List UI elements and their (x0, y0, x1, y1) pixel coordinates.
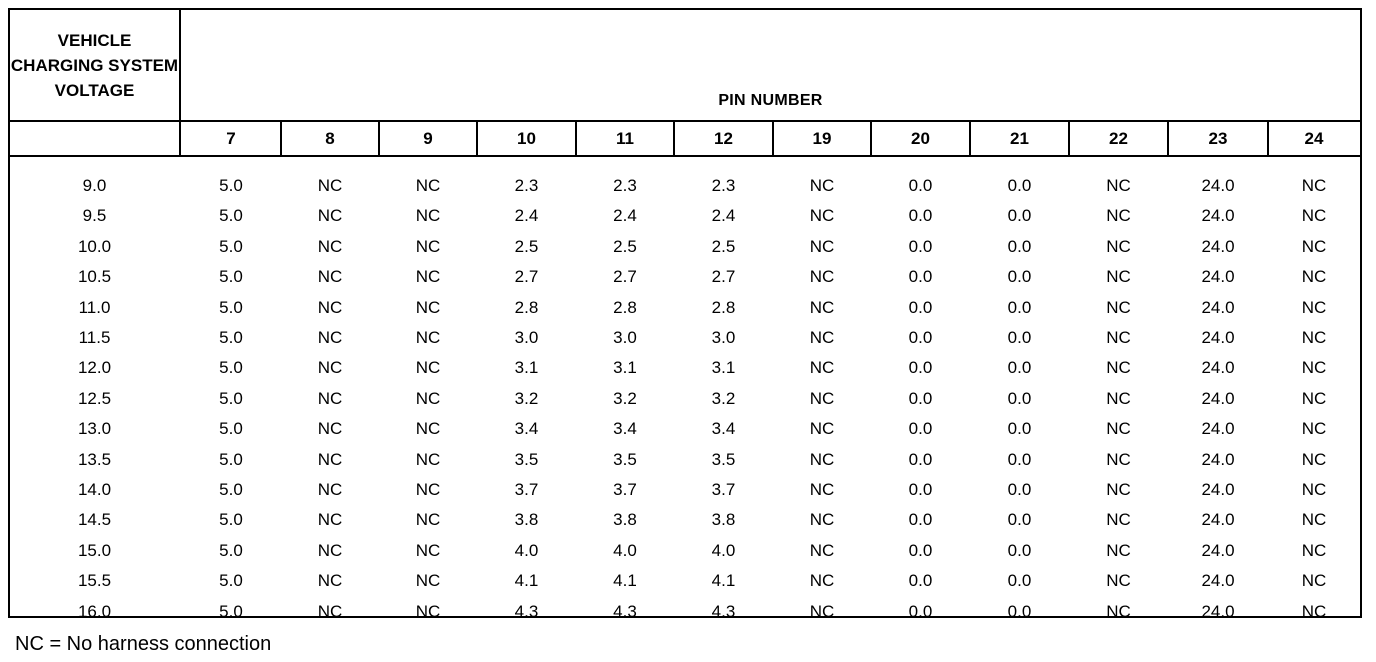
pin-value-cell: NC (809, 449, 835, 469)
column-divider (179, 122, 181, 155)
pin-value-cell: NC (809, 480, 835, 499)
pin-value-cell: 24.0 (1201, 388, 1235, 408)
table-row (10, 597, 1360, 627)
table-row (10, 232, 1360, 262)
pin-value-cell: NC (1106, 297, 1131, 317)
pin-value-cell: 5.0 (219, 176, 243, 195)
pin-value-cell: NC (1106, 206, 1131, 226)
pin-value-cell: 0.0 (908, 540, 933, 560)
pin-value-cell: NC (1301, 358, 1327, 378)
pin-value-cell: NC (317, 540, 343, 560)
voltage-cell: 10.0 (77, 236, 112, 256)
table-header (10, 10, 1360, 122)
footnote: NC = No harness connection (15, 633, 272, 655)
pin-value-cell: 24.0 (1201, 419, 1235, 439)
pin-value-cell: NC (1301, 540, 1327, 560)
pin-value-cell: 3.1 (711, 358, 736, 378)
pin-value-cell: NC (1301, 601, 1327, 621)
pin-value-cell: 24.0 (1201, 236, 1235, 256)
pin-value-cell: 4.3 (514, 601, 539, 621)
table-row (10, 262, 1360, 292)
pin-value-cell: 0.0 (908, 480, 933, 499)
pin-value-cell: 0.0 (1007, 480, 1032, 499)
pin-value-cell: NC (317, 419, 343, 439)
column-divider (476, 122, 478, 155)
pin-value-cell: 24.0 (1201, 510, 1235, 530)
pin-value-cell: NC (415, 358, 441, 378)
table-row (10, 475, 1360, 505)
pin-value-cell: NC (1106, 176, 1131, 195)
table-row (10, 171, 1360, 201)
pin-value-cell: 5.0 (219, 267, 243, 287)
pin-value-cell: 24.0 (1201, 571, 1235, 591)
voltage-cell: 12.0 (77, 358, 112, 378)
pin-value-cell: 3.8 (613, 510, 637, 530)
pin-value-cell: 2.5 (613, 236, 637, 256)
pin-value-cell: 0.0 (908, 206, 933, 226)
pin-value-cell: NC (809, 510, 835, 530)
pin-value-cell: 2.7 (711, 267, 736, 287)
pin-value-cell: 2.7 (514, 267, 539, 287)
pin-value-cell: NC (1301, 388, 1327, 408)
pin-value-cell: 0.0 (908, 388, 933, 408)
pin-value-cell: 3.5 (514, 449, 539, 469)
pin-value-cell: NC (809, 176, 835, 195)
pin-value-cell: 0.0 (908, 176, 933, 195)
pin-value-cell: 24.0 (1201, 176, 1235, 195)
pin-value-cell: NC (415, 388, 441, 408)
voltage-cell: 9.0 (82, 176, 107, 195)
pin-value-cell: 0.0 (1007, 206, 1032, 226)
pin-value-cell: NC (809, 328, 835, 347)
pin-value-cell: 2.5 (514, 236, 539, 256)
table-row (10, 445, 1360, 475)
pin-value-cell: 0.0 (1007, 388, 1032, 408)
pin-value-cell: NC (415, 540, 441, 560)
pin-value-cell: 5.0 (219, 449, 243, 469)
voltage-cell: 10.5 (77, 267, 112, 287)
pin-value-cell: NC (1301, 236, 1327, 256)
pin-value-cell: NC (809, 601, 835, 621)
pin-value-cell: 4.1 (711, 571, 736, 591)
pin-value-cell: NC (809, 206, 835, 226)
column-divider (870, 122, 872, 155)
column-divider (280, 122, 282, 155)
pin-value-cell: NC (1301, 510, 1327, 530)
pin-value-cell: 3.1 (613, 358, 637, 378)
pin-value-cell: 24.0 (1201, 297, 1235, 317)
pin-value-cell: 3.5 (711, 449, 736, 469)
pin-value-cell: 3.4 (711, 419, 736, 439)
pin-value-cell: NC (1301, 449, 1327, 469)
pin-value-cell: 0.0 (1007, 267, 1032, 287)
pin-value-cell: 5.0 (219, 510, 243, 530)
pin-value-cell: 3.8 (711, 510, 736, 530)
pin-value-cell: 3.7 (711, 480, 736, 499)
voltage-cell: 14.0 (77, 480, 112, 499)
pin-value-cell: 2.3 (514, 176, 539, 195)
voltage-cell: 13.5 (77, 449, 112, 469)
pin-header-cell: 10 (517, 128, 536, 148)
pin-value-cell: 0.0 (1007, 419, 1032, 439)
pin-value-cell: 0.0 (908, 510, 933, 530)
pin-value-cell: NC (1106, 267, 1131, 287)
pin-value-cell: NC (809, 388, 835, 408)
table-row (10, 353, 1360, 383)
pin-value-cell: NC (1106, 571, 1131, 591)
pin-value-cell: 0.0 (908, 601, 933, 621)
pin-value-cell: 0.0 (908, 328, 933, 347)
pin-value-cell: 0.0 (1007, 510, 1032, 530)
pin-value-cell: NC (415, 510, 441, 530)
pin-value-cell: 5.0 (219, 358, 243, 378)
column-divider (575, 122, 577, 155)
table-row (10, 293, 1360, 323)
pin-value-cell: NC (1301, 571, 1327, 591)
pin-value-cell: 24.0 (1201, 267, 1235, 287)
pin-value-cell: NC (317, 449, 343, 469)
column-divider (1267, 122, 1269, 155)
table-row (10, 384, 1360, 414)
voltage-cell: 12.5 (77, 388, 112, 408)
pin-value-cell: 24.0 (1201, 206, 1235, 226)
voltage-cell: 13.0 (77, 419, 112, 439)
pin-value-cell: NC (317, 267, 343, 287)
pin-value-cell: 0.0 (1007, 328, 1032, 347)
pin-header-cell: 24 (1304, 128, 1324, 148)
pin-value-cell: NC (415, 601, 441, 621)
pin-value-cell: 2.4 (514, 206, 539, 226)
pin-value-cell: NC (1106, 328, 1131, 347)
table-row (10, 323, 1360, 353)
column-divider (1167, 122, 1169, 155)
table-row (10, 536, 1360, 566)
voltage-cell: 11.0 (78, 297, 111, 317)
voltage-cell: 9.5 (82, 206, 107, 226)
pin-value-cell: 3.4 (613, 419, 637, 439)
pin-value-cell: 0.0 (908, 358, 933, 378)
pin-value-cell: NC (317, 601, 343, 621)
pin-value-cell: NC (1106, 236, 1131, 256)
pin-value-cell: 5.0 (219, 480, 243, 499)
pin-header-cell: 9 (423, 128, 433, 148)
pin-value-cell: 4.1 (613, 571, 637, 591)
pin-value-cell: NC (1106, 601, 1131, 621)
column-divider (772, 122, 774, 155)
pin-value-cell: NC (415, 297, 441, 317)
pin-value-cell: 5.0 (219, 297, 243, 317)
column-divider (969, 122, 971, 155)
pin-header-cell: 19 (812, 128, 832, 148)
pin-value-cell: NC (415, 328, 441, 347)
pin-value-cell: NC (809, 236, 835, 256)
pin-value-cell: 3.0 (514, 328, 539, 347)
pin-value-cell: NC (809, 540, 835, 560)
pin-value-cell: 3.4 (514, 419, 539, 439)
pin-value-cell: NC (317, 358, 343, 378)
pin-value-cell: 0.0 (908, 267, 933, 287)
pin-value-cell: 0.0 (908, 449, 933, 469)
pin-value-cell: NC (1106, 540, 1131, 560)
pin-value-cell: 2.4 (711, 206, 736, 226)
pin-value-cell: NC (1301, 206, 1327, 226)
pin-value-cell: 0.0 (908, 571, 933, 591)
pin-value-cell: NC (809, 571, 835, 591)
pin-value-cell: 24.0 (1201, 328, 1235, 347)
pin-value-cell: NC (1106, 358, 1131, 378)
pin-value-cell: NC (415, 206, 441, 226)
pin-header-cell: 22 (1109, 128, 1128, 148)
pin-header-cell: 11 (616, 128, 634, 148)
pin-number-header: PIN NUMBER (718, 92, 823, 109)
voltage-cell: 15.5 (77, 571, 112, 591)
pin-number-row (10, 122, 1360, 157)
pin-value-cell: 0.0 (1007, 540, 1032, 560)
voltage-cell: 16.0 (77, 601, 112, 621)
pin-voltage-table (8, 8, 1362, 621)
pin-header-cell: 20 (911, 128, 930, 148)
pin-value-cell: NC (317, 480, 343, 499)
pin-value-cell: 2.3 (711, 176, 736, 195)
pin-value-cell: 24.0 (1201, 358, 1235, 378)
voltage-column-header: VEHICLE CHARGING SYSTEM VOLTAGE (10, 10, 181, 120)
pin-value-cell: 5.0 (219, 419, 243, 439)
pin-value-cell: NC (1301, 297, 1327, 317)
pin-value-cell: NC (1301, 480, 1327, 499)
pin-value-cell: 2.7 (613, 267, 637, 287)
column-divider (1068, 122, 1070, 155)
table-row (10, 414, 1360, 444)
pin-value-cell: NC (809, 358, 835, 378)
pin-header-cell: 23 (1208, 128, 1228, 148)
voltage-cell: 15.0 (77, 540, 112, 560)
pin-header-cell: 7 (226, 128, 236, 148)
pin-value-cell: 24.0 (1201, 449, 1235, 469)
pin-value-cell: NC (415, 571, 441, 591)
pin-value-cell: NC (1106, 510, 1131, 530)
pin-value-cell: 0.0 (1007, 297, 1032, 317)
pin-value-cell: NC (1301, 419, 1327, 439)
pin-value-cell: NC (1106, 480, 1131, 499)
pin-value-cell: NC (1301, 176, 1327, 195)
pin-value-cell: 0.0 (1007, 449, 1032, 469)
pin-value-cell: 24.0 (1201, 601, 1235, 621)
pin-value-cell: NC (1301, 328, 1327, 347)
pin-value-cell: NC (415, 480, 441, 499)
pin-value-cell: 3.2 (711, 388, 736, 408)
pin-value-cell: NC (809, 297, 835, 317)
pin-value-cell: NC (317, 206, 343, 226)
pin-header-cell: 21 (1010, 128, 1029, 148)
pin-value-cell: NC (1106, 449, 1131, 469)
pin-value-cell: 4.1 (514, 571, 539, 591)
voltage-cell: 11.5 (78, 328, 111, 347)
pin-value-cell: 3.0 (711, 328, 736, 347)
pin-value-cell: NC (317, 571, 343, 591)
pin-value-cell: NC (415, 449, 441, 469)
pin-value-cell: NC (317, 297, 343, 317)
pin-value-cell: 0.0 (1007, 358, 1032, 378)
pin-value-cell: NC (1301, 267, 1327, 287)
pin-value-cell: 0.0 (1007, 571, 1032, 591)
table-row (10, 566, 1360, 596)
pin-value-cell: 5.0 (219, 206, 243, 226)
pin-value-cell: 3.5 (613, 449, 637, 469)
pin-value-cell: NC (415, 419, 441, 439)
pin-value-cell: NC (809, 267, 835, 287)
pin-value-cell: NC (317, 236, 343, 256)
pin-value-cell: NC (415, 267, 441, 287)
pin-value-cell: 4.0 (514, 540, 539, 560)
pin-value-cell: 2.5 (711, 236, 736, 256)
pin-value-cell: 2.8 (514, 297, 539, 317)
pin-value-cell: NC (1106, 419, 1131, 439)
pin-value-cell: 5.0 (219, 571, 243, 591)
pin-value-cell: 5.0 (219, 540, 243, 560)
pin-value-cell: 3.2 (514, 388, 539, 408)
pin-value-cell: NC (317, 388, 343, 408)
pin-value-cell: 4.0 (613, 540, 637, 560)
column-divider (673, 122, 675, 155)
pin-value-cell: NC (317, 176, 343, 195)
pin-value-cell: 3.7 (514, 480, 539, 499)
pin-value-cell: 0.0 (1007, 601, 1032, 621)
pin-value-cell: NC (317, 510, 343, 530)
pin-value-cell: 4.3 (613, 601, 637, 621)
pin-value-cell: 0.0 (908, 236, 933, 256)
pin-value-cell: 5.0 (219, 236, 243, 256)
pin-value-cell: 5.0 (219, 601, 243, 621)
pin-value-cell: 24.0 (1201, 480, 1235, 499)
pin-value-cell: 2.4 (613, 206, 637, 226)
pin-value-cell: NC (1106, 388, 1131, 408)
pin-value-cell: NC (415, 236, 441, 256)
pin-header-cell: 12 (714, 128, 733, 148)
pin-value-cell: 3.7 (613, 480, 637, 499)
pin-value-cell: NC (415, 176, 441, 195)
table-row (10, 505, 1360, 535)
table-row (10, 201, 1360, 231)
voltage-cell: 14.5 (77, 510, 112, 530)
pin-value-cell: 3.0 (613, 328, 637, 347)
pin-value-cell: 3.2 (613, 388, 637, 408)
pin-value-cell: 4.3 (711, 601, 736, 621)
pin-value-cell: 24.0 (1201, 540, 1235, 560)
column-divider (378, 122, 380, 155)
pin-value-cell: 2.8 (711, 297, 736, 317)
pin-value-cell: 0.0 (1007, 236, 1032, 256)
pin-value-cell: 0.0 (908, 297, 933, 317)
pin-value-cell: 0.0 (908, 419, 933, 439)
pin-value-cell: 5.0 (219, 328, 243, 347)
pin-value-cell: NC (809, 419, 835, 439)
pin-value-cell: 4.0 (711, 540, 736, 560)
pin-value-cell: 2.3 (613, 176, 637, 195)
pin-value-cell: NC (317, 328, 343, 347)
pin-value-cell: 0.0 (1007, 176, 1032, 195)
pin-value-cell: 3.8 (514, 510, 539, 530)
pin-value-cell: 2.8 (613, 297, 637, 317)
pin-header-cell: 8 (325, 128, 335, 148)
pin-value-cell: 5.0 (219, 388, 243, 408)
pin-value-cell: 3.1 (514, 358, 539, 378)
